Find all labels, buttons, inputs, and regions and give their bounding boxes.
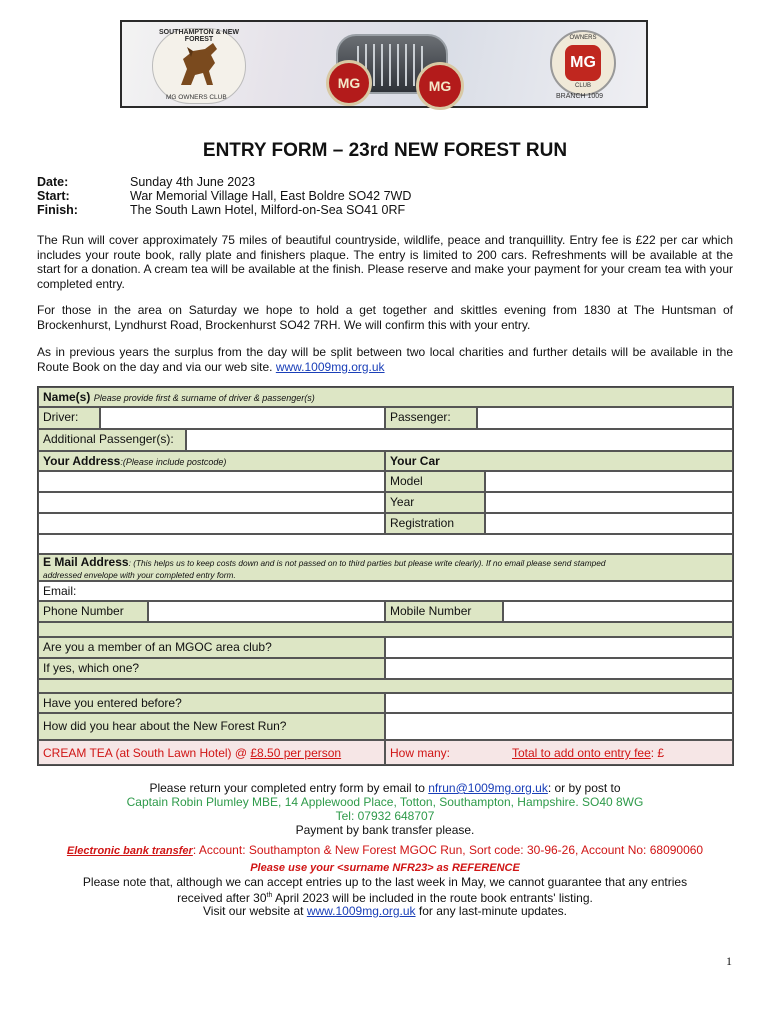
driver-label: Driver: (38, 407, 100, 429)
entered-before-question: Have you entered before? (38, 693, 385, 713)
how-many-label: How many: (390, 746, 451, 760)
section-spacer (38, 622, 733, 637)
hear-about-question: How did you hear about the New Forest Run? (38, 713, 385, 740)
date-label: Date: (37, 175, 69, 189)
cream-tea-price: £8.50 per person (250, 746, 342, 760)
car-header: Your Car (385, 451, 733, 471)
email-hint: : (This helps us to keep costs down and is not passed on to third parties but please write clearly). If no email please send stamped (128, 558, 606, 568)
cream-tea-order[interactable] (385, 740, 733, 765)
header-banner (120, 20, 648, 108)
charities-paragraph (37, 345, 733, 374)
club-subtitle: MG OWNERS CLUB (166, 94, 227, 101)
bank-label: Electronic bank transfer (66, 845, 193, 857)
address-line-3[interactable] (38, 513, 385, 534)
mg-badge-left: MG (326, 60, 372, 106)
registration-label: Registration (385, 513, 485, 534)
date-value: Sunday 4th June 2023 (130, 175, 256, 189)
member-question: Are you a member of an MGOC area club? (38, 637, 385, 658)
branch-label: BRANCH 1009 (556, 93, 604, 100)
telephone: Tel: 07932 648707 (335, 809, 435, 823)
return-email-link[interactable]: nfrun@1009mg.org.uk (428, 781, 548, 795)
address-hint: :(Please include postcode) (120, 457, 227, 467)
skittles-evening: For those in the area on Saturday we hope to hold a get together and skittles evening from 1830 at The Huntsman of Brockenhurst, Lyndhurst Road, Brockenhurst SO42 7RH. We will confirm this with your entry. (37, 303, 733, 332)
email-hint-cont: addressed envelope with your completed entry form. (43, 570, 236, 580)
year-label: Year (385, 492, 485, 513)
bank-details: Electronic bank transfer: Account: Southampton & New Forest MGOC Run, Sort code: 30-96-26, Account No: 68090060 (66, 843, 704, 857)
page-title: ENTRY FORM – 23rd NEW FOREST RUN (202, 140, 568, 161)
finish-label: Finish: (37, 203, 78, 217)
club-logo-left (152, 28, 246, 104)
section-spacer-2 (38, 679, 733, 693)
club-name-arc: SOUTHAMPTON & NEW FOREST (159, 29, 239, 43)
passenger-label: Passenger: (385, 407, 477, 429)
owners-text: OWNERS (569, 35, 597, 41)
mg-octagon-icon: MG (565, 45, 601, 81)
entered-before-answer[interactable] (385, 693, 733, 713)
address-line-4[interactable] (38, 534, 733, 554)
cream-tea-label: CREAM TEA (at South Lawn Hotel) @ £8.50 per person (38, 740, 385, 765)
email-input[interactable] (38, 581, 733, 601)
website-link[interactable]: www.1009mg.org.uk (275, 359, 385, 374)
address-header: Your Address:(Please include postcode) (38, 451, 385, 471)
names-header: Name(s) Please provide first & surname of driver & passenger(s) (38, 387, 733, 407)
mg-badge-right: MG (416, 62, 464, 110)
late-entry-note-cont: received after 30th April 2023 will be included in the route book entrants' listing. (177, 891, 593, 905)
names-hint: Please provide first & surname of driver & passenger(s) (93, 393, 315, 403)
year-input[interactable] (485, 492, 733, 513)
hear-about-answer[interactable] (385, 713, 733, 740)
payment-note: Payment by bank transfer please. (295, 823, 475, 837)
return-instructions: Please return your completed entry form by email to nfrun@1009mg.org.uk: or by post to (149, 781, 621, 795)
mobile-label: Mobile Number (385, 601, 503, 622)
additional-passengers-label: Additional Passenger(s): (38, 429, 186, 451)
website-link-footer[interactable]: www.1009mg.org.uk (306, 904, 416, 918)
website-note: Visit our website at www.1009mg.org.uk for any last-minute updates. (203, 904, 567, 918)
model-label: Model (385, 471, 485, 492)
which-club-answer[interactable] (385, 658, 733, 679)
late-entry-note: Please note that, although we can accept entries up to the last week in May, we cannot guarantee that any entries (82, 875, 688, 889)
address-line-2[interactable] (38, 492, 385, 513)
model-input[interactable] (485, 471, 733, 492)
finish-value: The South Lawn Hotel, Milford-on-Sea SO41 0RF (130, 203, 406, 217)
driver-input[interactable] (100, 407, 385, 429)
club-text: CLUB (574, 83, 591, 89)
additional-passengers-input[interactable] (186, 429, 733, 451)
address-line-1[interactable] (38, 471, 385, 492)
registration-input[interactable] (485, 513, 733, 534)
run-description: The Run will cover approximately 75 miles of beautiful countryside, wildlife, peace and tranquillity. Entry fee is £22 per car which includes your route book, rally plate and finishers plaque. The entry is limited to 200 cars. Refreshments will be available at the start for a donation. A cream tea will be available at the finish. Please reserve and make your payment for your cream tea with your completed entry. (37, 233, 733, 291)
mobile-input[interactable] (503, 601, 733, 622)
passenger-input[interactable] (477, 407, 733, 429)
payment-reference: Please use your <surname NFR23> as REFERENCE (250, 862, 520, 874)
phone-label: Phone Number (38, 601, 148, 622)
phone-input[interactable] (148, 601, 385, 622)
which-club-question: If yes, which one? (38, 658, 385, 679)
email-header: E Mail Address: (This helps us to keep costs down and is not passed on to third parties but please write clearly). If no email please send stamped addressed envelope with your completed entry form. (38, 554, 733, 581)
start-label: Start: (37, 189, 70, 203)
postal-address: Captain Robin Plumley MBE, 14 Applewood Place, Totton, Southampton, Hampshire. SO40 8WG (126, 795, 644, 809)
start-value: War Memorial Village Hall, East Boldre SO42 7WD (130, 189, 412, 203)
page-number: 1 (726, 954, 732, 968)
owners-club-logo (550, 30, 616, 96)
entry-form (37, 386, 734, 766)
member-answer[interactable] (385, 637, 733, 658)
email-label: Email: (43, 584, 77, 598)
total-label: Total to add onto entry fee: £ (512, 746, 665, 760)
charities-text: As in previous years the surplus from the day will be split between two local charities and further details will be available in the Route Book on the day and via our web site. (37, 345, 733, 374)
